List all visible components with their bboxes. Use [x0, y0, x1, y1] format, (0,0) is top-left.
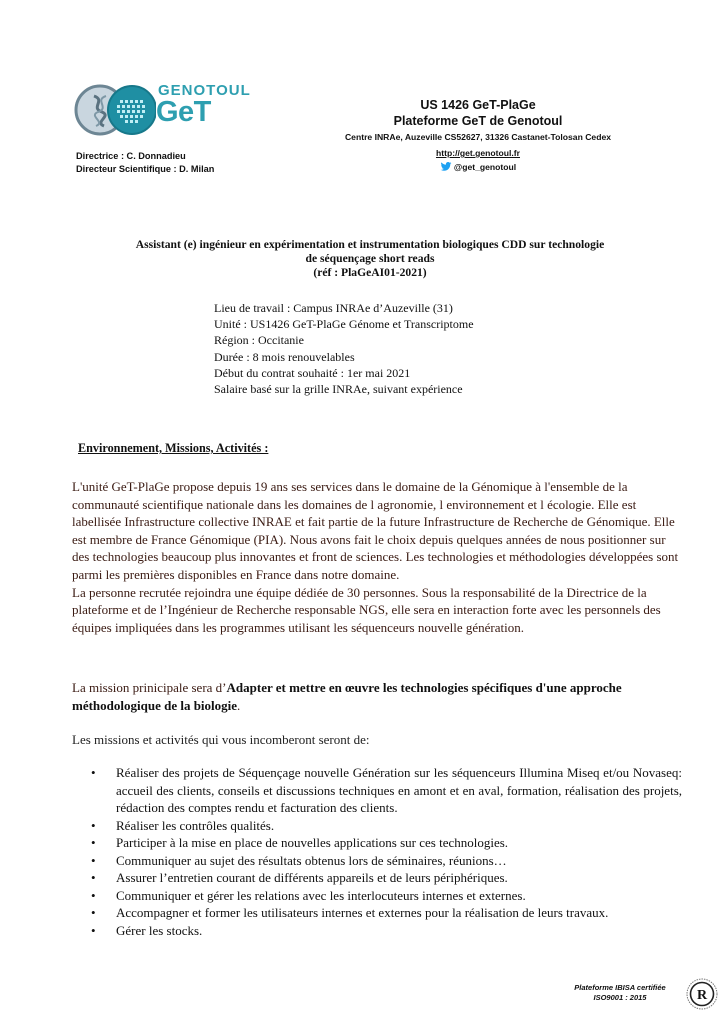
- unit-title: US 1426 GeT-PlaGe: [420, 98, 536, 112]
- address: Centre INRAe, Auzeville CS52627, 31326 Castanet-Tolosan Cedex: [344, 132, 612, 142]
- job-reference: (réf : PlaGeAI01-2021): [313, 266, 427, 279]
- detail-start-date: Début du contrat souhaité : 1er mai 2021: [214, 365, 411, 380]
- detail-region: Région : Occitanie: [214, 333, 304, 348]
- section-heading: Environnement, Missions, Activités :: [78, 441, 269, 455]
- job-details: [214, 300, 474, 397]
- job-title-line1: Assistant (e) ingénieur en expérimentation et instrumentation biologiques CDD sur technologie: [135, 238, 605, 251]
- certification-line2: ISO9001 : 2015: [593, 993, 647, 1002]
- list-item: • Communiquer au sujet des résultats obtenus lors de séminaires, réunions…: [91, 852, 507, 868]
- mission-end: .: [237, 697, 241, 713]
- logo-brand-main: GeT: [156, 96, 211, 128]
- logo-circles-icon: [72, 80, 156, 140]
- bullet-icon: •: [91, 765, 96, 780]
- bullet-icon: •: [91, 887, 96, 903]
- header-contact: [300, 97, 656, 173]
- list-item: • Réaliser les contrôles qualités.: [91, 817, 275, 833]
- activities-list: [72, 764, 682, 939]
- list-item: • Communiquer et gérer les relations avec les interlocuteurs internes et externes.: [91, 887, 526, 903]
- detail-duration: Durée : 8 mois renouvelables: [214, 349, 355, 364]
- bullet-icon: •: [91, 835, 96, 850]
- twitter-bird-icon: [440, 162, 452, 171]
- bullet-icon: •: [91, 905, 96, 920]
- list-item: • Assurer l’entretien courant de différents appareils et de leurs périphériques.: [91, 870, 508, 885]
- environment-text: L'unité GeT-PlaGe propose depuis 19 ans ses services dans le domaine de la Génomique à l'ensemble de la communauté scientifique nationale dans les domaines de l agronomie, l environnement et l écologie. Elle est labellisée Infrastructure collective INRAE et fait partie de la future Infrastructure de Recherche de Génomique. Elle est membre de France Génomique (PIA). Nous avons fait le choix depuis quelques années de nous positionner sur des technologies beaucoup plus innovantes et front de sciences. Les technologies et méthodologies développées sont parmi les premières disponibles en France dans notre domaine.: [72, 479, 679, 582]
- seal-letter: R: [696, 988, 708, 1003]
- list-item: • Accompagner et former les utilisateurs internes et externes pour la réalisation de leurs travaux.: [91, 905, 609, 920]
- job-title-block: [80, 238, 660, 280]
- activities-intro: Les missions et activités qui vous incomberont seront de:: [72, 732, 370, 747]
- logo-brand-top: GENOTOUL: [158, 82, 251, 99]
- director-name: Directrice : C. Donnadieu: [76, 151, 186, 161]
- list-item: • Gérer les stocks.: [91, 922, 203, 938]
- certification-line1: Plateforme IBISA certifiée: [574, 983, 666, 992]
- scientific-director-name: Directeur Scientifique : D. Milan: [76, 164, 215, 174]
- team-text: La personne recrutée rejoindra une équipe dédiée de 30 personnes. Sous la responsabilité de la Directrice de la plateforme et de l’Ingénieur de Recherche responsable NGS, elle sera en interaction forte avec les personnels des équipes impliquées dans les programmes utilisant les séquenceurs nouvelle génération.: [72, 584, 661, 635]
- bullet-icon: •: [91, 817, 96, 833]
- detail-unit: Unité : US1426 GeT-PlaGe Génome et Transcriptome: [214, 317, 474, 332]
- list-item: • Réaliser des projets de Séquençage nouvelle Génération sur les séquenceurs Illumina Miseq et/ou Novaseq: accueil des clients, conseils et discussions techniques en amont et en aval, formation, réalisation des projets, rédaction des comptes rendu et facturation des clients.: [91, 765, 682, 815]
- staff-list: [76, 150, 214, 176]
- bullet-icon: •: [91, 922, 96, 938]
- certification-text: [560, 983, 680, 1003]
- environment-paragraph: [72, 478, 682, 636]
- website-link[interactable]: http://get.genotoul.fr: [435, 148, 520, 158]
- mission-statement: Adapter et mettre en œuvre les technologies spécifiques d'une approche méthodologique de la biologie: [72, 680, 622, 713]
- iso-seal-icon: [686, 978, 718, 1010]
- twitter-line[interactable]: [300, 161, 656, 173]
- bullet-icon: •: [91, 870, 96, 885]
- list-item: • Participer à la mise en place de nouvelles applications sur ces technologies.: [91, 835, 509, 850]
- job-title-line2: de séquençage short reads: [305, 252, 435, 265]
- detail-location: Lieu de travail : Campus INRAe d’Auzeville (31): [214, 301, 453, 315]
- twitter-handle: @get_genotoul: [453, 162, 517, 172]
- mission-paragraph: [72, 679, 682, 714]
- platform-title: Plateforme GeT de Genotoul: [393, 114, 563, 128]
- bullet-icon: •: [91, 852, 96, 868]
- mission-intro: La mission prinicipale sera d’: [72, 680, 227, 695]
- detail-salary: Salaire basé sur la grille INRAe, suivant expérience: [214, 382, 463, 397]
